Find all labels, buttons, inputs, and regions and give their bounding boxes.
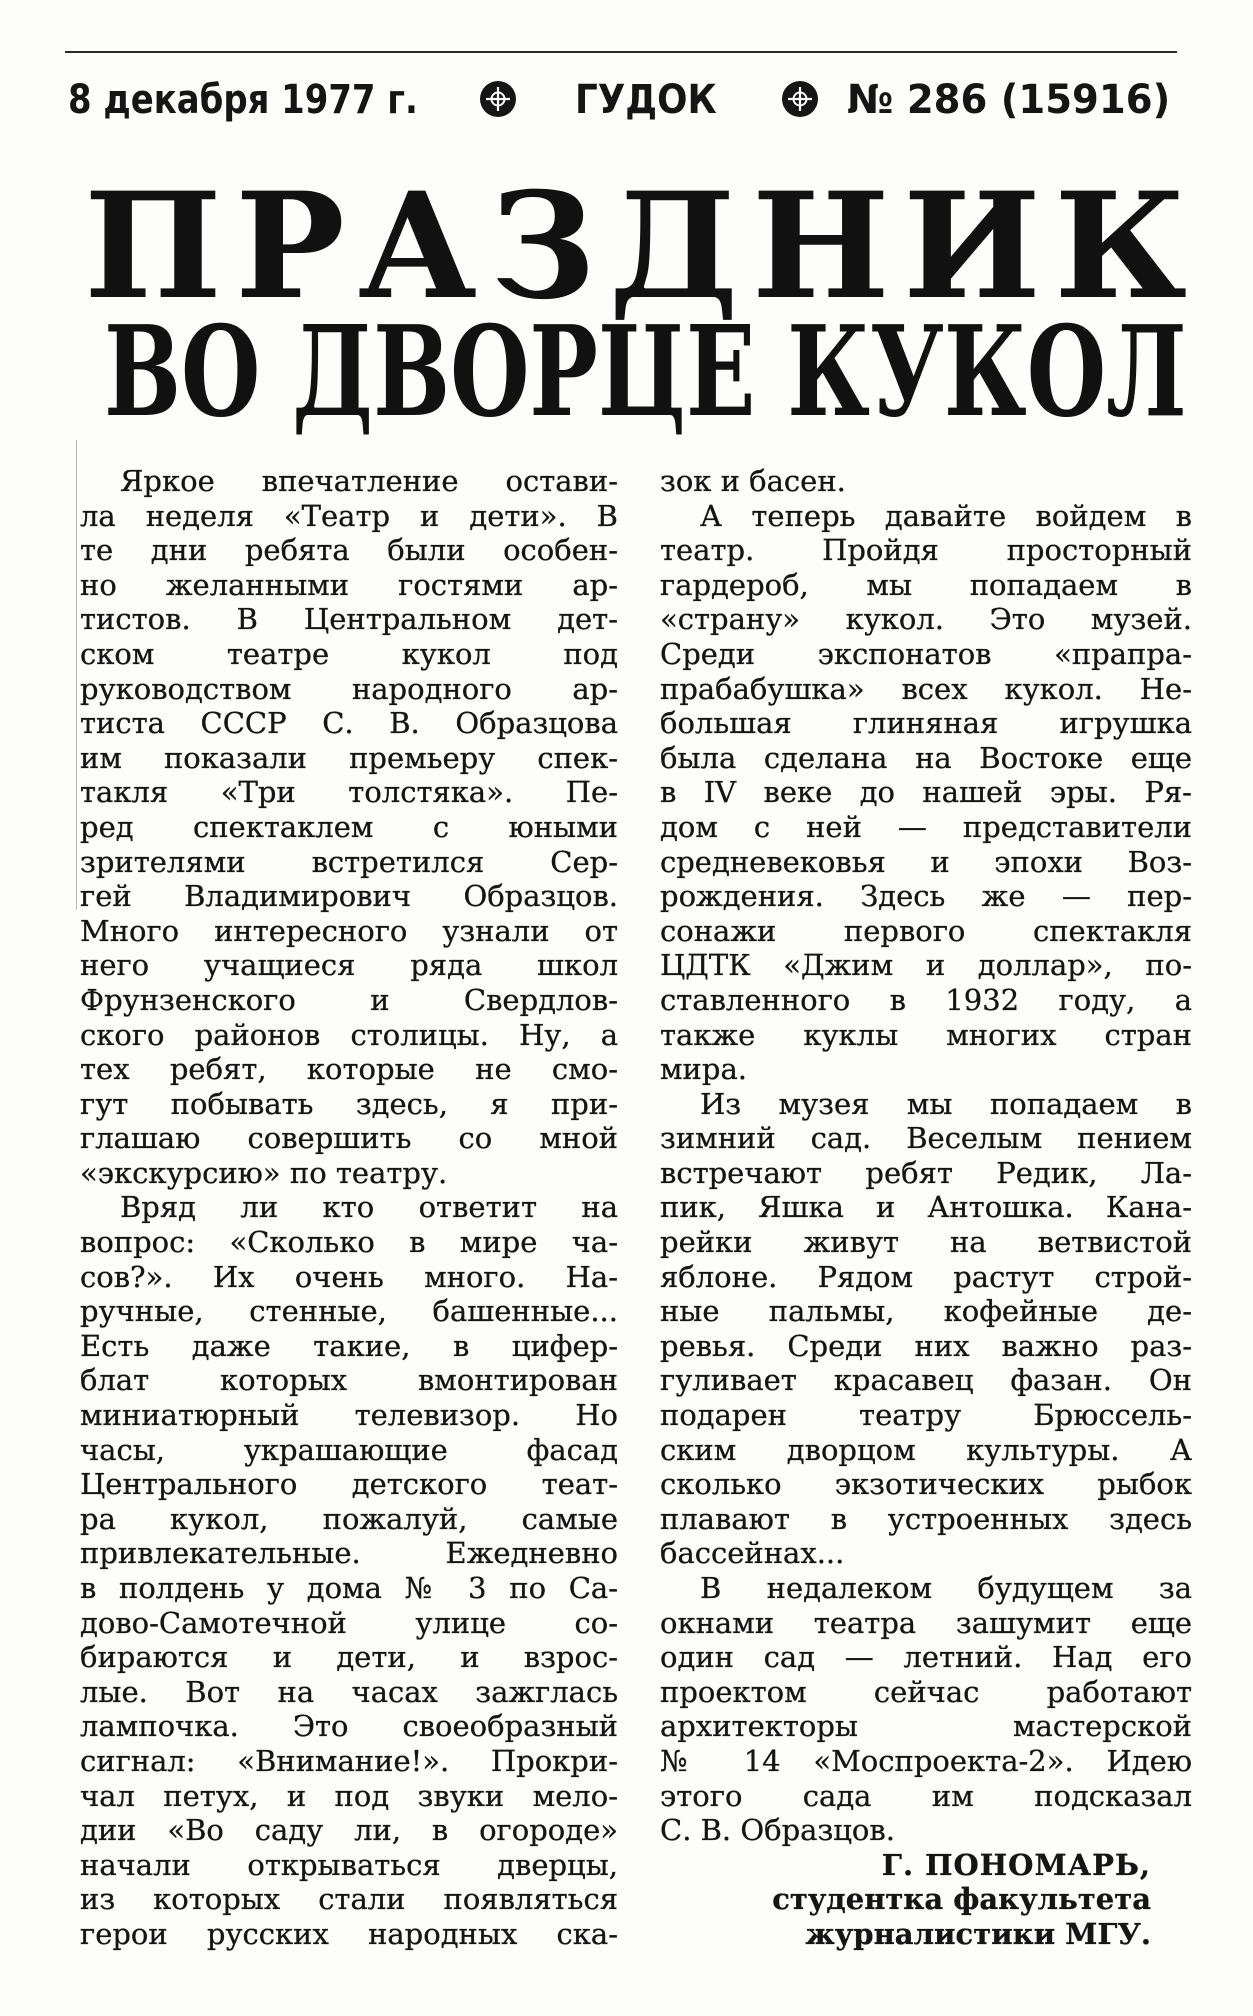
author-position: студентка факультета xyxy=(772,1882,1151,1917)
railway-emblem-icon xyxy=(479,80,517,118)
article-line: гут побывать здесь, я при- xyxy=(80,1086,618,1121)
article-line: ревья. Среди них важно раз- xyxy=(660,1328,1192,1363)
article-line: герои русских народных ска- xyxy=(80,1916,618,1951)
article-line: бассейнах... xyxy=(660,1536,845,1571)
article-line: гардероб, мы попадаем в xyxy=(660,567,1192,602)
article-line: «экскурсию» по театру. xyxy=(80,1155,448,1190)
headline-letter: И xyxy=(902,161,1041,332)
article-line: тех ребят, которые не смо- xyxy=(80,1052,618,1087)
article-line: ра кукол, пожалуй, самые xyxy=(80,1501,618,1536)
article-line: дово-Самотечной улице со- xyxy=(80,1605,618,1640)
headline-letter: Н xyxy=(751,161,890,332)
article-line: из которых стали появляться xyxy=(80,1882,618,1917)
article-line: проектом сейчас работают xyxy=(660,1674,1192,1709)
article-line: тистов. В Центральном дет- xyxy=(80,602,618,637)
article-line: сонажи первого спектакля xyxy=(660,913,1192,948)
article-line: Центрального детского теат- xyxy=(80,1467,618,1502)
article-line: театр. Пройдя просторный xyxy=(660,533,1192,568)
article-text-right xyxy=(660,464,1192,1848)
article-line: ред спектаклем с юными xyxy=(80,809,618,844)
issue-date xyxy=(68,77,418,123)
article-line: миниатюрный телевизор. Но xyxy=(80,1398,618,1433)
newspaper-name xyxy=(575,77,717,123)
article-line: гей Владимирович Образцов. xyxy=(80,879,618,914)
headline-line-2-text: ВО ДВОРЦЕ КУКОЛ xyxy=(104,299,1187,445)
article-line: Много интересного узнали от xyxy=(80,913,618,948)
article-line: лые. Вот на часах зажглась xyxy=(80,1674,618,1709)
headline-line-2 xyxy=(104,299,1187,445)
article-text-left xyxy=(80,464,618,1952)
article-line: была сделана на Востоке еще xyxy=(660,740,1192,775)
article-line: бираются и дети, и взрос- xyxy=(80,1640,618,1675)
article-line: сколько экзотических рыбок xyxy=(660,1467,1192,1502)
article-line: Яркое впечатление остави- xyxy=(120,464,618,498)
article-line: подарен театру Брюссель- xyxy=(660,1398,1192,1433)
article-line: «страну» кукол. Это музей. xyxy=(660,602,1192,637)
article-line: сигнал: «Внимание!». Прокри- xyxy=(80,1743,618,1778)
article-line: но желанными гостями ар- xyxy=(80,567,618,602)
article-line: № 14 «Моспроекта-2». Идею xyxy=(660,1743,1192,1778)
article-line: ла неделя «Театр и дети». В xyxy=(80,498,618,533)
article-line: рейки живут на ветвистой xyxy=(660,1225,1192,1260)
article-line: привлекательные. Ежедневно xyxy=(80,1536,618,1571)
article-line: архитекторы мастерской xyxy=(660,1709,1192,1744)
article-line: С. В. Образцов. xyxy=(660,1813,895,1848)
article-line: блат которых вмонтирован xyxy=(80,1363,618,1398)
article-line: зимний сад. Веселым пением xyxy=(660,1121,1192,1156)
article-line: встречают ребят Редик, Ла- xyxy=(660,1155,1192,1190)
article-line: тиста СССР С. В. Образцова xyxy=(80,706,618,741)
article-paragraph xyxy=(80,1190,618,1951)
article-line: дом с ней — представители xyxy=(660,809,1192,844)
article-line: в полдень у дома № 3 по Са- xyxy=(80,1571,618,1605)
article-line: вопрос: «Сколько в мире ча- xyxy=(80,1225,618,1260)
article-paragraph xyxy=(660,1087,1192,1571)
article-line: лампочка. Это своеобразный xyxy=(80,1709,618,1744)
headline-letter: Д xyxy=(608,161,739,332)
article-line: начали открываться дверцы, xyxy=(80,1847,618,1882)
article-paragraph xyxy=(660,1571,1192,1848)
article-line: Фрунзенского и Свердлов- xyxy=(80,982,618,1017)
article-line: один сад — летний. Над его xyxy=(660,1640,1192,1675)
article-line: ручные, стенные, башенные... xyxy=(80,1294,618,1329)
article-line: зрителями встретился Сер- xyxy=(80,844,618,879)
author-name: Г. ПОНОМАРЬ, xyxy=(881,1847,1151,1882)
article-line: также куклы многих стран xyxy=(660,1017,1192,1052)
article-line: Вряд ли кто ответит на xyxy=(120,1190,618,1225)
article-line: яблоне. Рядом растут строй- xyxy=(660,1259,1192,1294)
article-line: Среди экспонатов «прапра- xyxy=(660,636,1192,671)
headline-letter: Р xyxy=(235,161,345,332)
newspaper-name-text: ГУДОК xyxy=(575,77,717,123)
author-position: журналистики МГУ. xyxy=(805,1916,1151,1951)
article-line: те дни ребята были особен- xyxy=(80,533,618,568)
article-line: им показали премьеру спек- xyxy=(80,740,618,775)
article-line: плавают в устроенных здесь xyxy=(660,1501,1192,1536)
headline-letter: П xyxy=(84,161,222,332)
headline-letter: К xyxy=(1054,161,1187,332)
article-column-left xyxy=(80,464,618,1952)
top-rule xyxy=(65,51,1177,53)
article-line: большая глиняная игрушка xyxy=(660,706,1192,741)
article-line: сов?». Их очень много. На- xyxy=(80,1259,618,1294)
railway-emblem-icon xyxy=(781,80,819,118)
article-line: мира. xyxy=(660,1052,747,1087)
article-line: ским дворцом культуры. А xyxy=(660,1432,1192,1467)
article-line: этого сада им подсказал xyxy=(660,1778,1192,1813)
article-line: средневековья и эпохи Воз- xyxy=(660,844,1192,879)
article-line: Есть даже такие, в цифер- xyxy=(80,1328,618,1363)
headline-letter: З xyxy=(490,161,596,332)
issue-number-text: № 286 (15916) xyxy=(847,77,1171,123)
article-line: ные пальмы, кофейные де- xyxy=(660,1294,1192,1329)
issue-number xyxy=(847,77,1171,123)
article-line: него учащиеся ряда школ xyxy=(80,948,618,983)
issue-date-text: 8 декабря 1977 г. xyxy=(68,77,418,123)
article-line: гуливает красавец фазан. Он xyxy=(660,1363,1192,1398)
article-line: часы, украшающие фасад xyxy=(80,1432,618,1467)
article-paragraph xyxy=(660,499,1192,1087)
article-line: руководством народного ар- xyxy=(80,671,618,706)
article-line: зок и басен. xyxy=(660,464,846,498)
article-line: прабабушка» всех кукол. Не- xyxy=(660,671,1192,706)
headline-letter: А xyxy=(358,161,478,332)
article-line: В недалеком будущем за xyxy=(700,1571,1192,1605)
article-line: глашаю совершить со мной xyxy=(80,1121,618,1156)
article-line: А теперь давайте войдем в xyxy=(700,498,1192,533)
article-line: такля «Три толстяка». Пе- xyxy=(80,775,618,810)
article-line: дии «Во саду ли, в огороде» xyxy=(80,1813,618,1848)
article-line: Из музея мы попадаем в xyxy=(700,1086,1192,1121)
article-paragraph xyxy=(80,464,618,1190)
byline xyxy=(660,1848,1192,1952)
article-line: окнами театра зашумит еще xyxy=(660,1605,1192,1640)
article-line: ском театре кукол под xyxy=(80,636,618,671)
article-line: ского районов столицы. Ну, а xyxy=(80,1017,618,1052)
article-line: ставленного в 1932 году, а xyxy=(660,982,1192,1017)
column-rule xyxy=(76,440,77,910)
article-line: ЦДТК «Джим и доллар», по- xyxy=(660,948,1192,983)
article-line: чал петух, и под звуки мело- xyxy=(80,1778,618,1813)
article-line: в IV веке до нашей эры. Ря- xyxy=(660,775,1192,810)
article-paragraph xyxy=(660,464,1192,499)
article-column-right xyxy=(660,464,1192,1952)
article-line: пик, Яшка и Антошка. Кана- xyxy=(660,1190,1192,1225)
article-line: рождения. Здесь же — пер- xyxy=(660,879,1192,914)
